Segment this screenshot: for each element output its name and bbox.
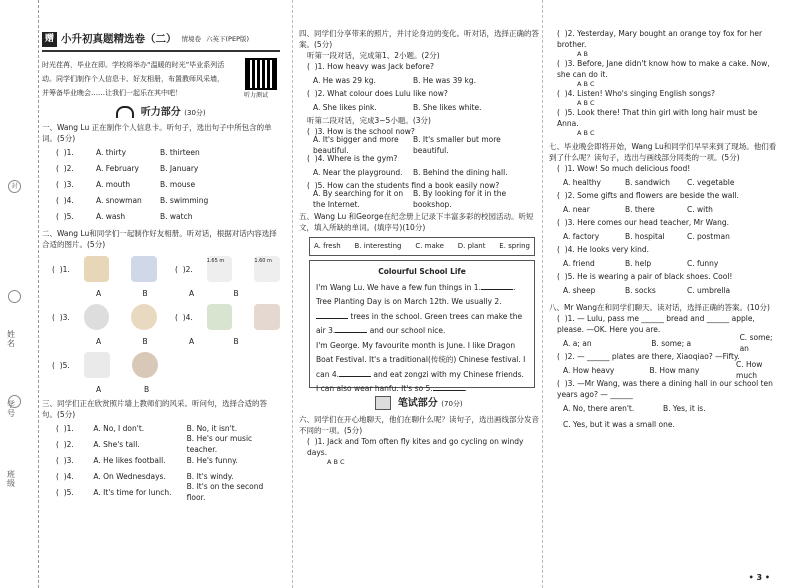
picture-row: ( )5.	[52, 346, 280, 384]
writing-header: 笔试部分 (70分)	[299, 396, 539, 410]
q6-item-1: ( )1. Jack and Tom often fly kites and go cycling on windy days.	[307, 437, 524, 457]
option-row: A. No, there aren't. B. Yes, it is.	[563, 403, 706, 413]
basketball-picture	[132, 352, 158, 378]
option-b[interactable]: B. swimming	[160, 195, 209, 205]
option-c[interactable]: C. postman	[687, 231, 730, 241]
question-1: 一、Wang Lu 正在制作个人信息卡。听句子，选出句子中所包含的单词。(5分)	[42, 123, 272, 143]
option-b[interactable]: B. thirteen	[160, 147, 200, 157]
answer-bracket[interactable]: ( )3.	[56, 179, 74, 189]
picture-labels: A B A B	[96, 289, 239, 298]
question-item	[56, 208, 280, 224]
question-item: ( )1. How heavy was Jack before?	[307, 62, 434, 71]
question-item: ( )3. How is the school now?	[307, 127, 415, 136]
gift-badge: 赠	[42, 32, 57, 47]
column-3	[542, 0, 779, 588]
q6-letters: A B C	[577, 99, 595, 107]
option-b[interactable]: B. mouse	[160, 179, 196, 189]
option-row	[313, 99, 539, 115]
badminton-picture	[84, 352, 110, 378]
option-a[interactable]: A. She's tall.	[93, 439, 140, 449]
bike-picture	[254, 304, 280, 330]
option-b[interactable]: B. It's smaller but more beautiful.	[413, 135, 501, 155]
option-b[interactable]: B. He was 39 kg.	[413, 75, 476, 85]
q8-item-1: ( )1. — Lulu, pass me ______ bread and ______ apple, please. —OK. Here you are.	[557, 314, 755, 334]
q6-item-5: ( )5. Look there! That thin girl with long hair must be Anna.	[557, 108, 758, 128]
q6-item-4: ( )4. Listen! Who's singing English songs?	[557, 89, 715, 98]
number-label: 学号	[7, 400, 15, 418]
answer-bracket[interactable]: ( )4.	[56, 195, 74, 205]
qr-label: 听力测试	[244, 92, 269, 99]
option-a[interactable]: A. healthy	[563, 177, 601, 187]
name-label: 姓名	[7, 330, 15, 348]
binding-margin	[0, 0, 39, 588]
seal-circle	[8, 395, 21, 408]
column-2	[292, 0, 539, 588]
option-row	[563, 228, 779, 244]
question-item: ( )5. How can the students find a book easily now?	[307, 181, 500, 190]
option-b[interactable]: B. Behind the dining hall.	[413, 167, 508, 177]
option-a[interactable]: A. It's time for lunch.	[93, 487, 172, 497]
option-row: A. How heavy B. How many C. How much	[563, 360, 763, 380]
option-a[interactable]: A. thirty	[96, 147, 127, 157]
q6-item-2: ( )2. Yesterday, Mary bought an orange toy fox for her brother.	[557, 29, 763, 49]
monkey-picture	[131, 304, 157, 330]
option-a[interactable]: A. She likes pink.	[313, 102, 377, 112]
option-b[interactable]: B. socks	[625, 285, 656, 295]
seal-circle: 封	[8, 180, 21, 193]
question-item	[56, 144, 280, 160]
kids-picture	[84, 256, 110, 282]
option-row	[313, 72, 539, 88]
answer-bracket[interactable]: ( )1.	[56, 423, 74, 433]
exam-title: 小升初真题精选卷（二）	[61, 32, 177, 45]
listening-header: 听力部分 (30分)	[42, 106, 280, 119]
option-a[interactable]: A. wash	[96, 211, 126, 221]
headphones-icon	[116, 106, 134, 118]
answer-bracket[interactable]: ( )5.	[56, 487, 74, 497]
option-b[interactable]: B. hospital	[625, 231, 665, 241]
pencil-icon	[375, 396, 391, 410]
question-item: ( )2. Some gifts and flowers are beside the wall.	[557, 191, 739, 200]
option-a[interactable]: A. February	[96, 163, 140, 173]
q6-item-3: ( )3. Before, Jane didn't know how to make a cake. Now, she can do it.	[557, 59, 770, 79]
seal-circle	[8, 290, 21, 303]
option-row: C. Yes, but it was a small one.	[563, 419, 675, 429]
option-b[interactable]: B. January	[160, 163, 199, 173]
part-1-label: 听第一段对话，完成第1、2小题。(2分)	[307, 51, 440, 60]
exam-subtitle: 情境卷	[181, 34, 202, 43]
question-6: 六、同学们在开心地聊天，他们在聊什么呢？读句子，选出画线部分发音不同的一项。(5分)	[299, 415, 539, 435]
blank-2[interactable]	[316, 318, 348, 319]
blank-4[interactable]	[339, 376, 371, 377]
answer-bracket[interactable]: ( )1.	[56, 147, 74, 157]
part-2-label: 听第二段对话，完成3~5小题。(3分)	[307, 116, 431, 125]
height-chart-picture: 1.60 m	[254, 256, 280, 282]
blank-1[interactable]	[481, 289, 513, 290]
picture-row: ( )3. ( )4.	[52, 298, 280, 336]
intro-text: 时光荏苒，毕业在即。学校将举办“温暖的时光”毕业系列活动。同学们制作个人信息卡、好友相册，布置教师风采墙，并筹备毕业晚会……让我们一起乐在其中吧！	[42, 61, 225, 97]
option-a[interactable]: A. sheep	[563, 285, 596, 295]
option-a[interactable]: A. No, I don't.	[93, 423, 145, 433]
bus-picture	[207, 304, 233, 330]
answer-bracket[interactable]: ( )2.	[56, 163, 74, 173]
question-item: ( )1. Wow! So much delicious food!	[557, 164, 691, 173]
question-item	[56, 160, 280, 176]
option-row	[563, 255, 779, 271]
question-item	[56, 176, 280, 192]
story-title: Colourful School Life	[378, 267, 466, 276]
option-a[interactable]: A. snowman	[96, 195, 142, 205]
option-b[interactable]: B. help	[625, 258, 652, 268]
question-item: ( )2. What colour does Lulu like now?	[307, 89, 448, 98]
question-item: ( )4. Where is the gym?	[307, 154, 398, 163]
option-c[interactable]: C. umbrella	[687, 285, 731, 295]
question-4: 四、同学们分享带来的照片，并讨论身边的变化。听对话，选择正确的答案。(5分)	[299, 29, 539, 49]
option-a[interactable]: A. factory	[563, 231, 600, 241]
option-a[interactable]: A. mouth	[96, 179, 131, 189]
q6-letters: A B C	[327, 458, 345, 466]
answer-bracket[interactable]: ( )3.	[56, 455, 74, 465]
option-b[interactable]: B. No, it isn't.	[186, 423, 238, 433]
page-number: • 3 •	[748, 573, 770, 582]
word-bank: A. fresh B. interesting C. make D. plant E. spring	[309, 237, 535, 256]
picture-labels: A B A B	[96, 337, 239, 346]
answer-bracket[interactable]: ( )5.	[56, 211, 74, 221]
blank-3[interactable]	[335, 332, 367, 333]
question-item	[56, 192, 280, 208]
option-a[interactable]: A. It's bigger and more beautiful.	[313, 135, 399, 155]
question-item	[56, 452, 280, 468]
option-c[interactable]: C. funny	[687, 258, 719, 268]
column-1	[42, 0, 280, 588]
question-item	[56, 436, 280, 452]
kids-picture	[131, 256, 157, 282]
option-c[interactable]: C. vegetable	[687, 177, 735, 187]
qr-code-icon[interactable]	[245, 58, 277, 90]
option-c[interactable]: C. with	[687, 204, 713, 214]
q6-letters: A B C	[577, 80, 595, 88]
q8-item-3: ( )3. —Mr Wang, was there a dining hall in our school ten years ago? — ______	[557, 379, 773, 399]
q6-letters: A B C	[577, 129, 595, 137]
option-a[interactable]: A. On Wednesdays.	[93, 471, 166, 481]
option-b[interactable]: B. there	[625, 204, 655, 214]
picture-labels: A B	[96, 385, 150, 394]
class-label: 班级	[7, 470, 15, 488]
question-item: ( )4. He looks very kind.	[557, 245, 649, 254]
question-7: 七、毕业晚会即将开始，Wang Lu和同学们早早来到了现场。他们看到了什么呢？读句子，选出与画线部分同类的一项。(5分)	[549, 142, 777, 162]
option-row	[563, 174, 779, 190]
option-a[interactable]: A. By searching for it on the Internet.	[313, 189, 404, 209]
option-a[interactable]: A. He was 29 kg.	[313, 75, 376, 85]
option-b[interactable]: B. He's our music teacher.	[186, 434, 253, 454]
option-b[interactable]: B. By looking for it in the bookshop.	[413, 189, 507, 209]
option-row	[313, 191, 539, 207]
option-row	[313, 164, 539, 180]
grade-label: 六英下(PEP版)	[206, 34, 250, 43]
q6-letters: A B	[577, 50, 588, 58]
option-a[interactable]: A. friend	[563, 258, 595, 268]
question-8: 八、Mr Wang在和同学们聊天。读对话，选择正确的答案。(10分)	[549, 303, 770, 312]
picture-row: ( )1. ( )2. 1.65 m 1.60 m	[52, 250, 280, 288]
option-row: A. a; an B. some; a C. some; an	[563, 333, 773, 353]
question-5: 五、Wang Lu 和George在纪念册上记录下丰富多彩的校园活动。听短文，填入所缺的单词。(填序号)(10分)	[299, 212, 534, 232]
option-row	[563, 282, 779, 298]
blank-5[interactable]	[433, 390, 465, 391]
question-2: 二、Wang Lu和同学们一起制作好友相册。听对话，根据对话内容选择合适的图片。(5分)	[42, 229, 277, 249]
title-bar	[42, 28, 280, 52]
question-item: ( )5. He is wearing a pair of black shoes. Cool!	[557, 272, 733, 281]
answer-bracket[interactable]: ( )2.	[56, 439, 74, 449]
q8-item-2: ( )2. — ______ plates are there, Xiaoqiao? —Fifty.	[557, 352, 740, 361]
question-item: ( )3. Here comes our head teacher, Mr Wang.	[557, 218, 730, 227]
answer-bracket[interactable]: ( )4.	[56, 471, 74, 481]
option-b[interactable]: B. sandwich	[625, 177, 671, 187]
option-a[interactable]: A. near	[563, 204, 590, 214]
story-box: Colourful School Life I'm Wang Lu. We have a few fun things in 1. . Tree Planting Day is on March 12th. We usually 2. trees in the school. Green trees can make the air 3. and our school nice. I'm George. My favourite month is June. I like Dragon Boat Festival. It's a traditional(传统的) Chinese festival. I can 4. and eat zongzi with my Chinese friends. I can also wear hanfu. It's so 5. .	[309, 260, 535, 388]
option-a[interactable]: A. Near the playground.	[313, 167, 403, 177]
option-row	[563, 201, 779, 217]
option-b[interactable]: B. He's funny.	[186, 455, 238, 465]
option-b[interactable]: B. watch	[160, 211, 193, 221]
option-b[interactable]: B. She likes white.	[413, 102, 482, 112]
option-b[interactable]: B. It's windy.	[186, 471, 234, 481]
height-chart-picture: 1.65 m	[207, 256, 233, 282]
option-row	[313, 137, 539, 153]
panda-picture	[84, 304, 110, 330]
question-item	[56, 484, 280, 500]
question-3: 三、同学们正在欣赏照片墙上教师们的风采。听问句，选择合适的答句。(5分)	[42, 399, 267, 419]
option-b[interactable]: B. It's on the second floor.	[186, 482, 264, 502]
option-a[interactable]: A. He likes football.	[93, 455, 166, 465]
